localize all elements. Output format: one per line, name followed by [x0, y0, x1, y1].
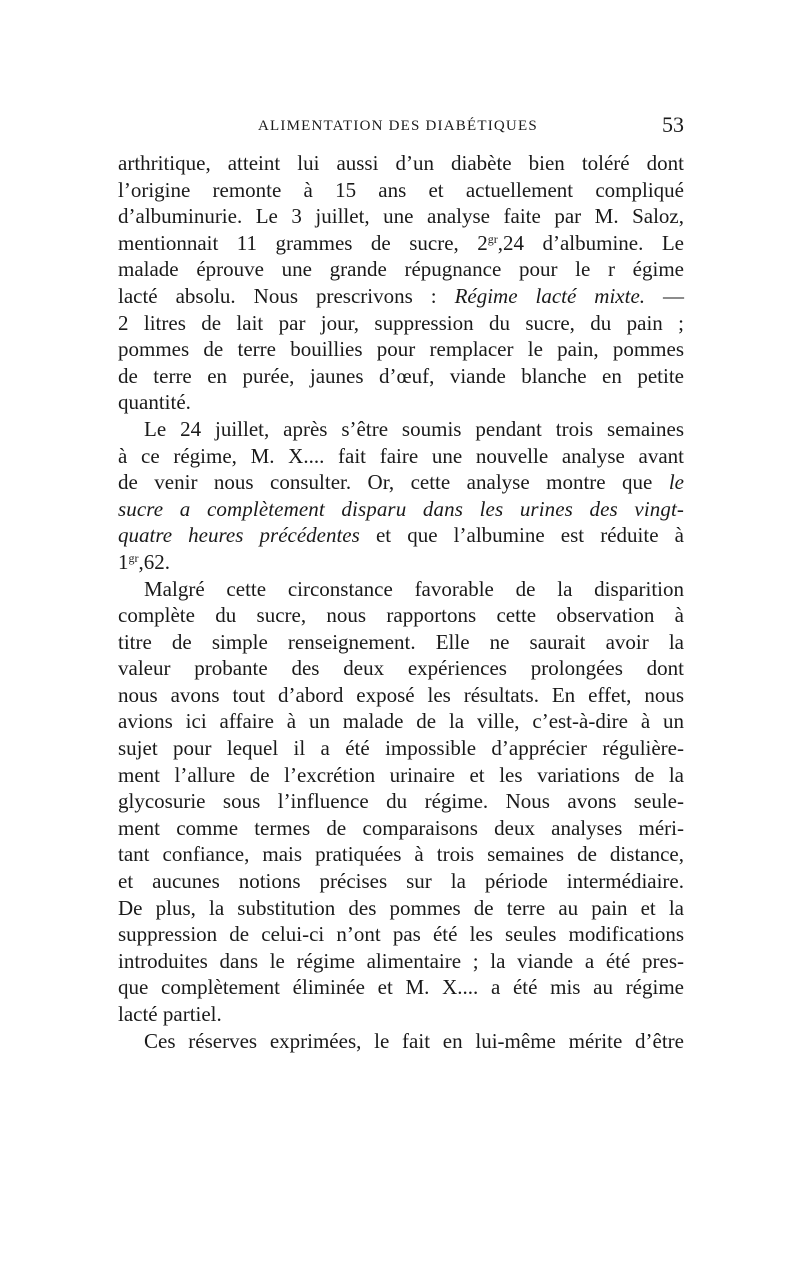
text-run: 1	[118, 549, 129, 574]
italic-run: quatre heures précédentes	[118, 523, 360, 548]
text-line: à ce régime, M. X.... fait faire une nouvelle analyse avant	[118, 443, 684, 468]
text-run: ,62.	[138, 549, 170, 574]
text-line: tant confiance, mais pratiquées à trois semaines de distance,	[118, 842, 684, 867]
superscript-unit: gr	[487, 231, 498, 246]
text-run: lacté absolu. Nous prescrivons :	[118, 283, 455, 308]
text-line	[118, 522, 684, 549]
text-run: et que l’albumine est réduite à	[359, 523, 684, 548]
text-run: de venir nous consulter. Or, cette analyse montre que	[118, 470, 669, 495]
running-header	[118, 112, 684, 142]
text-run: mentionnait 11 grammes de sucre, 2	[118, 230, 488, 255]
text-line: ment comme termes de comparaisons deux analyses méri-	[118, 815, 684, 840]
text-line: et aucunes notions précises sur la période intermédiaire.	[118, 869, 684, 894]
text-line	[118, 496, 684, 523]
italic-run: le	[668, 470, 684, 495]
text-line: sujet pour lequel il a été impossible d’apprécier régulière-	[118, 736, 684, 761]
italic-run: Régime lacté mixte.	[454, 283, 646, 308]
text-line	[118, 283, 684, 310]
text-line: titre de simple renseignement. Elle ne saurait avoir la	[118, 629, 684, 654]
text-line: pommes de terre bouillies pour remplacer le pain, pommes	[118, 337, 684, 362]
text-line: De plus, la substitution des pommes de terre au pain et la	[118, 895, 684, 920]
text-line: arthritique, atteint lui aussi d’un diabète bien toléré dont	[118, 151, 684, 175]
text-line: avions ici affaire à un malade de la ville, c’est-à-dire à un	[118, 709, 684, 734]
text-line: glycosurie sous l’influence du régime. Nous avons seule-	[118, 789, 684, 814]
superscript-unit: gr	[128, 550, 139, 565]
page-number: 53	[662, 112, 684, 137]
text-run: —	[645, 283, 684, 308]
text-line: Malgré cette circonstance favorable de la disparition	[144, 576, 684, 601]
text-line: introduites dans le régime alimentaire ; la viande a été pres-	[118, 948, 684, 973]
text-line: Le 24 juillet, après s’être soumis pendant trois semaines	[144, 416, 684, 441]
text-line: valeur probante des deux expériences prolongées dont	[118, 656, 684, 681]
text-line: ment l’allure de l’excrétion urinaire et les variations de la	[118, 762, 684, 787]
text-line: 2 litres de lait par jour, suppression du sucre, du pain ;	[118, 310, 684, 335]
text-line: lacté partiel.	[118, 1002, 222, 1026]
text-line: Ces réserves exprimées, le fait en lui-même mérite d’être	[144, 1028, 684, 1053]
text-line: complète du sucre, nous rapportons cette observation à	[118, 603, 684, 628]
italic-run: sucre a complètement disparu dans les urines des vingt-	[118, 496, 684, 521]
text-line: nous avons tout d’abord exposé les résultats. En effet, nous	[118, 682, 684, 707]
text-line	[118, 230, 684, 257]
text-line: d’albuminurie. Le 3 juillet, une analyse faite par M. Saloz,	[118, 204, 684, 229]
running-title: ALIMENTATION DES DIABÉTIQUES	[258, 118, 538, 134]
text-run: ,24 d’albumine. Le	[497, 230, 684, 255]
text-line: l’origine remonte à 15 ans et actuellement compliqué	[118, 177, 684, 202]
text-line	[118, 549, 684, 576]
text-line: suppression de celui-ci n’ont pas été les seules modifications	[118, 922, 684, 947]
body-text	[118, 150, 684, 1054]
text-line	[118, 469, 684, 496]
text-line: quantité.	[118, 390, 191, 415]
text-line: malade éprouve une grande répugnance pour le r égime	[118, 257, 684, 282]
text-line: de terre en purée, jaunes d’œuf, viande blanche en petite	[118, 363, 684, 388]
text-line: que complètement éliminée et M. X.... a été mis au régime	[118, 975, 684, 1000]
